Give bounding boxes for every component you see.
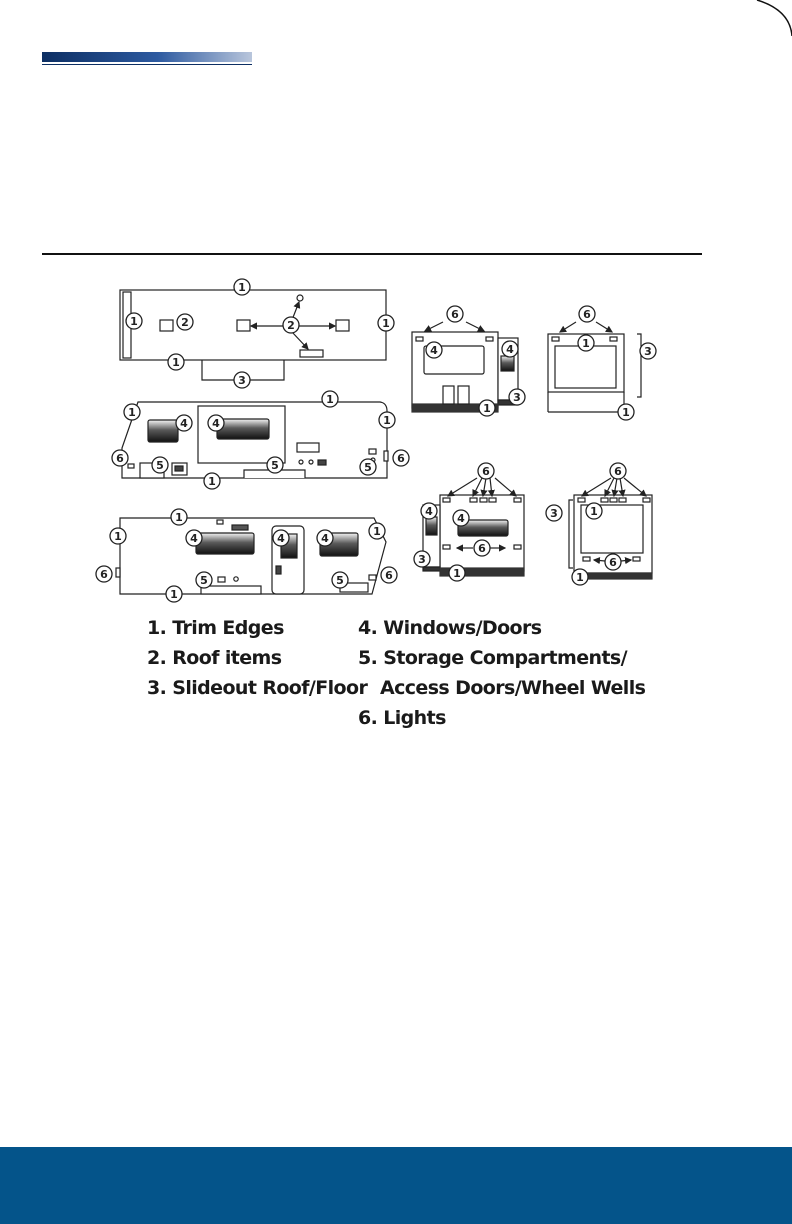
svg-text:3: 3 [238,374,246,387]
svg-text:1: 1 [383,414,391,427]
svg-text:1: 1 [382,317,390,330]
callout-1 [234,279,250,295]
callout-2 [177,314,193,330]
svg-text:4: 4 [430,344,438,357]
svg-text:1: 1 [576,571,584,584]
callout-5 [360,459,376,475]
svg-text:5: 5 [336,574,344,587]
legend-column-left [147,613,367,703]
callout-4 [421,503,437,519]
callout-6 [393,450,409,466]
svg-text:1: 1 [590,505,598,518]
callout-1 [166,586,182,602]
callout-1 [204,473,220,489]
callout-4 [176,415,192,431]
callout-6 [610,463,626,479]
svg-text:4: 4 [425,505,433,518]
legend-item-roof-items: 2. Roof items [147,647,282,669]
svg-text:3: 3 [418,553,426,566]
svg-text:4: 4 [457,512,465,525]
rear-view-slideout [412,322,518,412]
svg-text:1: 1 [130,315,138,328]
svg-text:5: 5 [364,461,372,474]
legend-item-storage-cont: Access Doors/Wheel Wells [380,677,646,699]
svg-text:6: 6 [116,452,124,465]
callout-6 [112,450,128,466]
callout-4 [273,530,289,546]
callout-4 [317,530,333,546]
callout-4 [502,341,518,357]
callout-1 [124,404,140,420]
svg-text:3: 3 [513,391,521,404]
callout-5 [196,572,212,588]
footer-band [0,1147,792,1224]
svg-text:1: 1 [128,406,136,419]
legend-item-slideout: 3. Slideout Roof/Floor [147,677,368,699]
svg-text:4: 4 [277,532,285,545]
page-corner-arc [0,0,792,40]
callout-3 [234,372,250,388]
callout-1 [168,354,184,370]
callout-5 [267,457,283,473]
callout-6 [474,540,490,556]
svg-text:1: 1 [453,567,461,580]
callout-1 [322,391,338,407]
roof-view [120,290,386,380]
callout-4 [186,530,202,546]
svg-text:1: 1 [208,475,216,488]
title-accent-bar [42,52,252,62]
callout-6 [478,463,494,479]
callout-4 [426,342,442,358]
svg-text:1: 1 [373,525,381,538]
callout-1 [171,509,187,525]
callout-3 [546,505,562,521]
svg-text:6: 6 [385,569,393,582]
svg-text:1: 1 [622,406,630,419]
svg-text:1: 1 [114,530,122,543]
legend-column-right [358,613,645,733]
svg-text:2: 2 [287,319,295,332]
svg-text:1: 1 [326,393,334,406]
callout-3 [640,343,656,359]
svg-text:6: 6 [100,568,108,581]
title-accent-underline [42,64,252,65]
legend-item-windows-doors: 4. Windows/Doors [358,617,542,639]
svg-text:1: 1 [483,402,491,415]
rear-view [423,478,524,576]
callout-1 [378,315,394,331]
callout-1 [449,565,465,581]
svg-text:3: 3 [644,345,652,358]
rv-diagram [90,270,680,610]
callout-3 [414,551,430,567]
callout-1 [479,400,495,416]
svg-text:6: 6 [583,308,591,321]
section-divider [42,253,702,255]
callout-1 [369,523,385,539]
svg-text:1: 1 [170,588,178,601]
svg-text:4: 4 [190,532,198,545]
svg-text:2: 2 [181,316,189,329]
legend-item-storage: 5. Storage Compartments/ [358,647,627,669]
svg-text:6: 6 [609,556,617,569]
svg-text:1: 1 [238,281,246,294]
callout-6 [381,567,397,583]
callout-1 [126,313,142,329]
svg-text:1: 1 [582,337,590,350]
svg-text:3: 3 [550,507,558,520]
front-view-slideout [548,322,641,412]
svg-text:4: 4 [180,417,188,430]
svg-text:5: 5 [156,459,164,472]
svg-text:4: 4 [506,343,514,356]
callout-4 [208,415,224,431]
callout-6 [579,306,595,322]
callout-1 [618,404,634,420]
svg-text:6: 6 [451,308,459,321]
legend-item-lights: 6. Lights [358,707,446,729]
svg-text:4: 4 [321,532,329,545]
svg-text:5: 5 [271,459,279,472]
callout-6 [605,554,621,570]
callout-5 [332,572,348,588]
svg-text:6: 6 [614,465,622,478]
svg-text:6: 6 [482,465,490,478]
callout-6 [96,566,112,582]
svg-text:4: 4 [212,417,220,430]
svg-text:5: 5 [200,574,208,587]
callout-1 [586,503,602,519]
callout-4 [453,510,469,526]
callout-1 [572,569,588,585]
callout-1 [379,412,395,428]
svg-text:6: 6 [478,542,486,555]
callout-1 [578,335,594,351]
svg-text:6: 6 [397,452,405,465]
svg-text:1: 1 [172,356,180,369]
callout-6 [447,306,463,322]
legend-item-trim-edges: 1. Trim Edges [147,617,284,639]
svg-text:1: 1 [175,511,183,524]
callout-1 [110,528,126,544]
callout-3 [509,389,525,405]
callout-5 [152,457,168,473]
callout-2 [283,317,299,333]
